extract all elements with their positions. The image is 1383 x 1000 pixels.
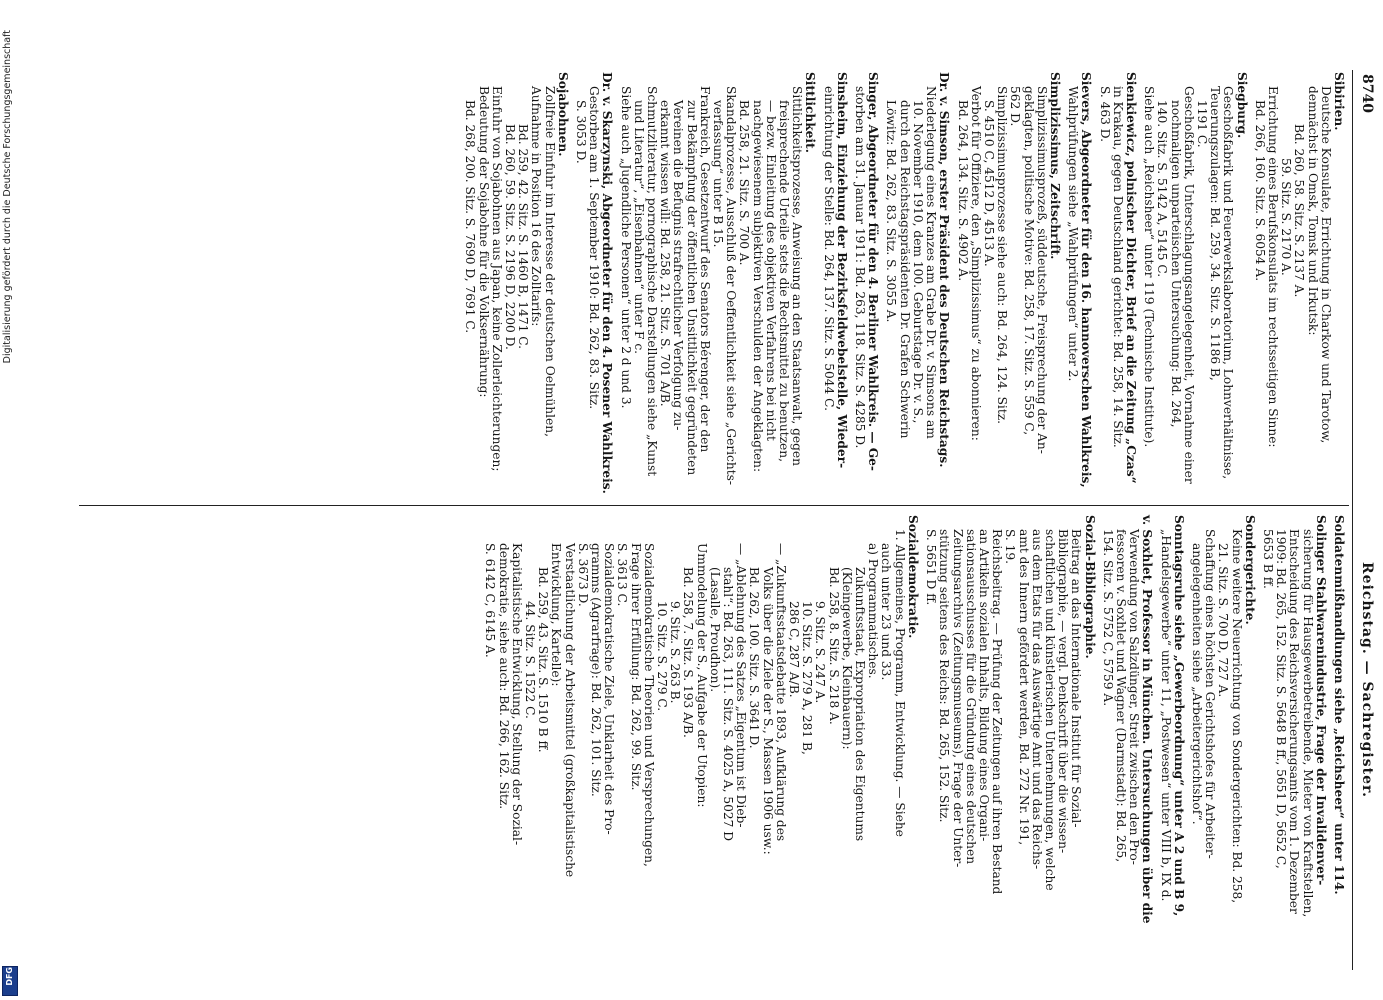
header-rule — [1352, 70, 1353, 970]
entry-line: S. 3613 C. — [615, 543, 630, 607]
entry-line: Verwendung von Salzdünger, Streit zwischen den Pro- — [1127, 529, 1142, 865]
register-entry — [463, 72, 569, 497]
entry-line: zur Bekämpfung der öffentlichen Unsittlichkeit gegründeten — [684, 100, 699, 476]
entry-heading: Dr. v. Simson, erster Präsident des Deutschen Reichstags. — [937, 72, 952, 468]
entry-line: S. 463 D. — [1097, 86, 1112, 143]
entry-line: Einfuhr von Sojabohnen aus Japan, keine Zollerleichterungen; — [489, 86, 504, 472]
entry-line: Bd. 260, 58. Sitz. S. 2137 A. — [1292, 124, 1307, 298]
register-entry — [1066, 72, 1092, 497]
entry-line: 154. Sitz. S. 5752 C, 5759 A. — [1100, 529, 1115, 707]
entry-line: erkannt wissen will: Bd. 258, 21. Sitz. S. 701 A/B. — [658, 100, 673, 407]
entry-line: einrichtung der Stelle: Bd. 264, 137. Sitz. S. 5044 C. — [821, 86, 836, 411]
credit-text: Digitalisierung gefördert durch die Deutsche Forschungsgemeinschaft — [2, 30, 13, 364]
entry-heading: Siegburg. — [1234, 72, 1249, 139]
register-entry — [853, 72, 879, 497]
entry-line: 10. November 1910, dem 100. Geburtstage Dr. v. S., — [910, 100, 925, 424]
entry-line: Zukunftsstaat, Expropriation des Eigentums — [853, 567, 868, 842]
entry-line: S. 3673 D. — [575, 543, 590, 607]
entry-line: S. 6142 C, 6145 A. — [483, 543, 498, 658]
right-column — [478, 515, 1345, 940]
entry-line: Aufnahme in Position 16 des Zolltarifs: — [529, 86, 544, 327]
register-entry — [483, 515, 919, 940]
entry-line: 9. Sitz. S. 263 B. — [668, 601, 683, 704]
entry-line: Skandalprozesse, Ausschluß der Oeffentlichkeit siehe „Gerichts- — [724, 86, 739, 485]
entry-line: Zollfreie Einfuhr im Interesse der deutschen Oelmühlen, — [542, 86, 557, 437]
entry-line: nachgewiesenem subjektiven Verschulden der Angeklagten: — [750, 100, 765, 473]
entry-line: 562 D. — [1008, 86, 1023, 127]
entry-heading: Simplizissimus, Zeitschrift. — [1047, 72, 1062, 260]
entry-line: Bd. 259, 43. Sitz. S. 1510 B ff. — [536, 567, 551, 753]
entry-line: 59. Sitz. S. 2170 A. — [1279, 158, 1294, 276]
entry-line: Siehe auch „Jugendliche Personen“ unter 2 d und 3. — [618, 86, 633, 409]
entry-line: Bd. 268, 200. Sitz. S. 7690 D, 7691 C. — [463, 100, 478, 334]
entry-line: Entwicklung, Kartelle): — [549, 543, 564, 687]
entry-line: gramms (Agrarfrage): Bd. 262, 101. Sitz. — [589, 543, 604, 797]
entry-heading: Sonntagsruhe siehe „Gewerbeordnung“ unter A 2 und B 9, — [1171, 515, 1186, 917]
entry-line: Bedeutung der Sojabohne für die Volksernährung: — [476, 86, 491, 398]
entry-line: sationsausschusses für die Gründung eines deutschen — [963, 529, 978, 865]
entry-line: Schaffung eines höchsten Gerichtshofes für Arbeiter- — [1203, 529, 1218, 859]
register-entry — [1142, 72, 1248, 497]
register-entry — [1101, 515, 1154, 940]
register-entry — [924, 515, 1096, 940]
entry-line: und Literatur“, „Eisenbahnen“ unter F c. — [631, 100, 646, 355]
entry-line: Reichsbeitrag. — Prüfung der Zeitungen auf ihren Bestand — [990, 529, 1005, 895]
entry-line: Bd. 258, 7. Sitz. S. 193 A/B. — [681, 567, 696, 738]
register-entry — [1158, 515, 1184, 940]
entry-line: Simplizissimusprozeß, süddeutsche, Freisprechung der An- — [1034, 86, 1049, 454]
entry-heading: Sozial-Bibliographie. — [1082, 515, 1097, 659]
entry-line: S. 19. — [1003, 529, 1018, 565]
entry-line: sicherung für Hausgewerbetreibende, Mieter von Kraftstellen, — [1300, 529, 1315, 918]
entry-line: Bd. 259, 42. Sitz. S. 1460 B, 1471 C. — [516, 124, 531, 349]
entry-line: Bd. 262, 100. Sitz. S. 3641 D. — [747, 567, 762, 749]
entry-line: Sozialdemokratische Theorien und Versprechungen, — [641, 543, 656, 867]
entry-line: Gestorben am 1. September 1910: Bd. 262, 83. Sitz. — [587, 86, 602, 410]
entry-line: Geschoßfabrik und Feuerwerkslaboratorium, Lohnverhältnisse, — [1221, 86, 1236, 480]
entry-line: Schmutzliteratur, pornographische Darstellungen siehe „Kunst — [645, 86, 660, 477]
entry-line: Entscheidung des Reichsversicherungsamts vom 1. Dezember — [1287, 529, 1302, 914]
entry-line: Deutsche Konsulate, Errichtung in Charkow und Tarotow, — [1318, 86, 1333, 444]
entry-heading: Dr. v. Skarzynski, Abgeordneter für den 4. Posener Wahlkreis. — [600, 72, 615, 494]
entry-heading: v. Soxhlet, Professor in München. Untersuchungen über die — [1140, 515, 1155, 924]
entry-line: durch den Reichstagspräsidenten Dr. Grafen Schwerin — [897, 100, 912, 439]
entry-line: 21. Sitz. S. 700 D, 727 A. — [1216, 543, 1231, 698]
entry-line: a) Programmatisches. — [866, 543, 881, 679]
entry-line: Keine weitere Neuerrichtung von Sondergerichten: Bd. 258, — [1229, 529, 1244, 904]
entry-line: Bd. 266, 160. Sitz. S. 6054 A. — [1252, 100, 1267, 282]
register-entry — [1253, 72, 1345, 497]
entry-line: nochmaligen unparteiischen Untersuchung: Bd. 264, — [1168, 100, 1183, 428]
entry-line: Errichtung eines Berufskonsulats im rechtsseitigen Sinne: — [1265, 86, 1280, 448]
entry-heading: Sojabohnen. — [555, 72, 570, 157]
entry-line: Simplizissimusprozesse siehe auch: Bd. 264, 124. Sitz. — [995, 86, 1010, 425]
entry-heading: Solinger Stahlwarenindustrie, Frage der Invalidenver- — [1313, 515, 1328, 886]
entry-line: Bd. 260, 59. Sitz. S. 2196 D, 2200 D. — [503, 124, 518, 350]
left-column — [458, 72, 1345, 497]
entry-line: Vereinen die Befugnis strafrechtlicher Verfolgung zu- — [671, 100, 686, 431]
entry-line: Frankreich, Gesetzentwurf des Senators Bérenger, der den — [697, 86, 712, 453]
entry-line: — „Ablehnung des Satzes „Eigentum ist Dieb- — [734, 543, 749, 828]
entry-line: 1. Allgemeines, Programm, Entwicklung. — Siehe — [892, 529, 907, 837]
entry-line: 5653 B ff. — [1260, 529, 1275, 589]
register-entry — [574, 72, 614, 497]
entry-line: stützung seitens des Reichs: Bd. 265, 152. Sitz. — [937, 529, 952, 823]
running-head: Reichstag. — Sachregister. — [1359, 562, 1375, 798]
entry-line: schaftlichen und künstlerischen Unternehmungen, welche — [1042, 529, 1057, 891]
entry-line: 140. Sitz. S. 5142 A, 5145 C. — [1155, 100, 1170, 278]
page-number: 8740 — [1359, 74, 1375, 113]
entry-line: Frage ihrer Erfüllung: Bd. 262, 99. Sitz. — [628, 543, 643, 791]
entry-line: demnächst in Omsk, Tomsk und Irkutsk: — [1305, 86, 1320, 336]
entry-line: Zeitungsarchivs (Zeitungsmuseums), Frage der Unter- — [950, 529, 965, 868]
entry-line: Volks über die Ziele der S., Massen 1906 usw.: — [760, 567, 775, 855]
entry-line: 1909: Bd. 265, 152. Sitz. S. 5648 B ff., 5651 D, 5652 C, — [1274, 529, 1289, 869]
entry-heading: Sozialdemokratie. — [905, 515, 920, 639]
entry-line: in Krakau, gegen Deutschland gerichtet: Bd. 258, 14. Sitz. — [1110, 86, 1125, 448]
entry-line: „Handelsgewerbe“ unter 11, „Postwesen“ unter VIII b, IX d. — [1158, 529, 1173, 902]
register-entry — [955, 72, 1061, 497]
entry-heading: Sievers, Abgeordneter für den 16. hannoverschen Wahlkreis, — [1079, 72, 1094, 488]
entry-line: Niederlegung eines Kranzes am Grabe Dr. v. Simsons am — [924, 86, 939, 439]
entry-line: demokratie, siehe auch: Bd. 266, 162. Sitz. — [496, 543, 511, 810]
entry-heading: Sittlichkeit. — [803, 72, 818, 153]
entry-heading: Singer, Abgeordneter für den 4. Berliner Wahlkreis. — Ge- — [866, 72, 881, 471]
register-entry — [1332, 515, 1345, 940]
entry-heading: Sondergerichte. — [1242, 515, 1257, 625]
entry-line: freisprechende Urteile stets die Rechtsmittel zu benutzen, — [777, 100, 792, 462]
entry-line: verfassung“ unter B 15. — [711, 100, 726, 248]
entry-heading: Soldatenmißhandlungen siehe „Reichsheer“ unter 114. — [1332, 515, 1346, 895]
entry-line: Ummodelung der S., Aufgabe der Utopien: — [694, 543, 709, 808]
entry-line: Beitrag an das Internationale Institut für Sozial- — [1069, 529, 1084, 828]
entry-line: Verbot für Offiziere, den „Simplizissimus“ zu abonnieren: — [968, 86, 983, 441]
entry-line: Siehe auch „Reichsheer“ unter 119 (Technische Institute). — [1142, 86, 1157, 448]
entry-heading: Sibirien. — [1332, 72, 1346, 131]
entry-line: 44. Sitz. S. 1522 C. — [523, 601, 538, 719]
entry-line: 10. Sitz. S. 279 A, 281 B, — [800, 601, 815, 755]
entry-line: auch unter 23 und 33. — [879, 543, 894, 681]
entry-line: stahl“: Bd. 263, 111. Sitz. S. 4025 A, 5027 D — [721, 567, 736, 841]
entry-line: S. 3053 D. — [574, 100, 589, 164]
entry-line: 286 C, 287 A/B. — [787, 601, 802, 698]
page-header — [1355, 0, 1375, 1000]
entry-line: angelegenheiten siehe „Arbeitergerichtshof“. — [1189, 543, 1204, 825]
entry-line: Wahlprüfungen siehe „Wahlprüfungen“ unter 2. — [1066, 86, 1081, 382]
dfg-logo: DFG — [2, 966, 18, 996]
entry-line: storben am 31. Januar 1911: Bd. 263, 118. Sitz. S. 4285 D. — [853, 86, 868, 449]
entry-line: Sozialdemokratische Ziele, Unklarheit des Pro- — [602, 543, 617, 835]
entry-line: Sittlichkeitsprozesse, Anweisung an den Staatsanwalt, gegen — [790, 86, 805, 466]
register-entry — [1190, 515, 1256, 940]
entry-heading: Sinsheim, Einziehung der Bezirksfeldwebelstelle, Wieder- — [834, 72, 849, 469]
entry-line: S. 4510 C, 4512 D, 4513 A. — [981, 100, 996, 267]
entry-line: geklagten, politische Motive: Bd. 258, 17. Sitz. S. 559 C, — [1021, 86, 1036, 436]
entry-line: S. 5651 D ff. — [924, 529, 939, 606]
entry-heading: Sienkiewicz, polnischer Dichter, Brief an die Zeitung „Czas“ — [1123, 72, 1138, 484]
entry-line: Kapitalistische Entwicklung, Stellung der Sozial- — [509, 543, 524, 846]
entry-line: Bd. 258, 8. Sitz. S. 218 A. — [826, 567, 841, 725]
entry-line: Bd. 258, 21. Sitz. S. 700 A. — [737, 100, 752, 266]
entry-line: (Kleingewerbe, Kleinbauern): — [839, 567, 854, 750]
entry-line: an Artikeln sozialen Inhalts, Bildung eines Organi- — [976, 529, 991, 842]
register-entry — [1097, 72, 1137, 497]
entry-line: Bd. 264, 134. Sitz. S. 4902 A. — [955, 100, 970, 282]
entry-line: Verstaatlichung der Arbeitsmittel (großkapitalistische — [562, 543, 577, 878]
register-entry — [884, 72, 950, 497]
column-divider — [79, 505, 1349, 506]
entry-line: 10. Sitz. S. 279 C. — [655, 601, 670, 712]
entry-line: Bibliographie, — vergl. Denkschrift über die wissen- — [1056, 529, 1071, 854]
entry-line: — „Zukunftsstaatsdebatte 1893, Aufklärung des — [773, 543, 788, 842]
entry-line: (Lasalle, Proudhon). — [707, 567, 722, 693]
entry-line: — bezw. Einleitung des objektiven Verfahrens bei nicht — [763, 100, 778, 441]
entry-line: Teuerungszulagen: Bd. 259, 34. Sitz. S. 1186 B, — [1208, 86, 1223, 381]
register-entry — [618, 72, 816, 497]
entry-line: aus dem Etats für das Auswärtige Amt und das Reichs- — [1029, 529, 1044, 870]
entry-line: 1191 C. — [1194, 100, 1209, 148]
entry-line: 9. Sitz. S. 247 A. — [813, 601, 828, 704]
register-entry — [821, 72, 847, 497]
entry-line: Geschoßfabrik, Unterschlagungsangelegenheit, Vornahme einer — [1181, 86, 1196, 484]
entry-line: fessoren v. Soxhlet und Wagner (Darmstadt): Bd. 265, — [1113, 529, 1128, 863]
entry-line: amt des Innern gefördert werden, Bd. 272 Nr. 191, — [1016, 529, 1031, 846]
entry-line: Löwitz: Bd. 262, 83. Sitz. S. 3055 A. — [884, 100, 899, 323]
register-entry — [1261, 515, 1327, 940]
